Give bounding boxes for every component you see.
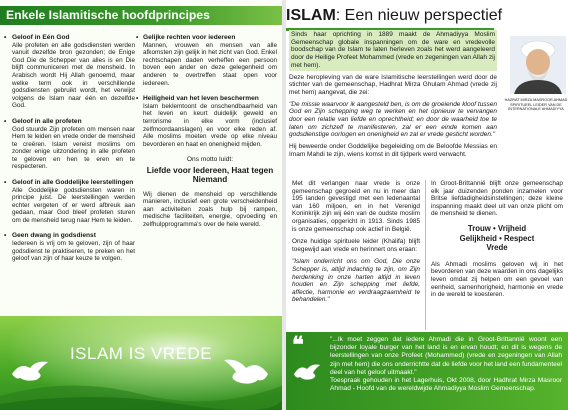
principle-title: Geen dwang in godsdienst <box>12 232 96 240</box>
motto-text: Liefde voor Iedereen, Haat tegen Niemand <box>146 165 274 185</box>
dove-icon <box>292 362 322 382</box>
paragraph: Met dit verlangen naar vrede is onze gemeenschap gegroeid en nu in meer dan 195 landen gevestigd met een ledenaantal van 160 miljoen, en in het Verenigd Koninkrijk zijn wij één van de oudste moslim organisaties, opgericht in 1913. Sinds 1985 is onze gemeenschap ook actief in België. <box>292 180 420 233</box>
right-title-rest: : Een nieuw perspectief <box>335 7 503 24</box>
values-block <box>431 224 563 253</box>
principle-body: Iedereen is vrij om te geloven, zijn of haar godsdienst te praktiseren, te preken en het geloof van zijn of haar keuze te volgen. <box>12 240 135 263</box>
paragraph: Als Ahmadi moslims geloven wij in het bevorderen van deze waarden in ons dagelijks leven omdat zij helpen om een gevoel van eenheid, samenhorigheid, harmonie en vrede in de wereld te koesteren. <box>431 260 563 299</box>
founder-quote: "De missie waarvoor ik aangesteld ben, is om de groeiende kloof tussen God en Zijn schepping weg te werken en het opnieuw te vervangen door een relatie van liefde en oprechtheid; en door de waarheid toe te laten om zichzelf te manifesteren, zal er een einde komen aan godsdienstige oorlogen en onenigheid en zal er vrede gesticht worden." <box>289 100 497 139</box>
values-line: Gelijkheid • Respect <box>459 233 535 243</box>
quote-mark-icon: ❝ <box>292 332 304 357</box>
motto-note: Wij dienen de mensheid op verschillende manieren, inclusief een grote verscheidenheid aan activiteiten zoals hulp bij rampen, medische faciliteiten, energie, opvoeding en zelfhulpprogramma's over de hele wereld. <box>143 190 277 228</box>
intro-highlight: Sinds haar oprichting in 1889 maakt de Ahmadiyya Moslim Gemeenschap globale inspanningen om de ware en vredevolle boodschap van de Islam te laten herleven zoals het werd aangeleerd door de Heilige Profeet Mohammed (vrede en zegeningen van Allah zij met hem). <box>291 31 495 69</box>
principle-title: Heiligheid van het leven beschermen <box>143 95 259 103</box>
paragraph: In Groot-Brittannië blijft onze gemeenschap elk jaar duizenden ponden inzamelen voor Britse liefdadigheidsinstellingen; deze kleine inspanning maakt deel uit van onze plicht om de mensheid te dienen. <box>431 180 563 218</box>
bullet-icon: • <box>136 95 139 103</box>
principle-body: God stuurde Zijn profeten om mensen naar Hem te leiden en vrede onder de mensheid te creëren. Islam vereist moslims om zonder enige uitzondering in alle profeten te geloven en hen te eren en te respecteren. <box>12 125 135 171</box>
right-title <box>286 4 568 28</box>
portrait-photo <box>510 36 566 94</box>
principle-item <box>4 118 135 171</box>
bullet-icon: • <box>4 117 7 125</box>
closing-quote: "...Ik moet zeggen dat iedere Ahmadi die in Groot-Brittannië woont een bijzonder loyale burger van het land is en ervan houdt; en dit is wegens de leerstellingen van onze Profeet (Mohammed) (vrede en zegeningen van Allah zijn met hem) die ons onderrichtte dat de liefde voor het land een fundamenteel deel van het geloof uitmaakt." <box>330 336 562 376</box>
closing-quote-box <box>286 332 568 410</box>
closing-source: Toespraak gehouden in het Lagerhuis, Okt 2008, door Hadhrat Mirza Masroor Ahmad - Hoofd van de wereldwijde Ahmadiyya Moslim Gemeenschap. <box>330 377 562 393</box>
principle-body: Mannen, vrouwen en mensen van alle afkomsten zijn gelijk in het zicht van God. Enkel rechtschapen daden verheffen een persoon boven een ander en deze gelegenheid om anderen te overtreffen staat open voor iedereen. <box>143 41 277 87</box>
bullet-icon: • <box>4 178 7 186</box>
principle-item <box>4 179 135 225</box>
islam-is-vrede-banner <box>0 316 282 410</box>
right-panel <box>286 0 568 410</box>
intro-paragraph: Hij beweerde onder Goddelijke begeleiding om de Beloofde Messias en Imam Mahdi te zijn, wiens komst in dit tijdperk werd verwacht. <box>289 143 497 158</box>
principle-body: Alle profeten en alle godsdiensten werden vanuit dezelfde bron gezonden; de Enige God Die de Schepper van alles is en Die blijft communiceren met de mensheid. In Arabisch wordt Hij Allah genoemd, maar welke term ook in verschillende godsdiensten gebruikt wordt, het verwijst volgens de Islam naar één en dezelfde God. <box>12 41 135 110</box>
principle-item <box>136 34 277 87</box>
left-column-1 <box>4 34 135 271</box>
left-column-2 <box>136 34 277 228</box>
principle-item <box>4 34 135 110</box>
principle-title: Gelijke rechten voor iedereen <box>143 34 236 41</box>
right-column-1 <box>292 180 420 309</box>
principle-body: Alle Goddelijke godsdiensten waren in principe juist. De leerstellingen werden echter vergeten of er werd afbreuk aan gedaan, maar God bleef profeten sturen om de mensheid terug naar Hem te leiden. <box>12 186 135 224</box>
paragraph: Onze huidige spirituele leider (Khalifa) blijft toegewijd aan vrede en herinnert ons eraan: <box>292 238 420 253</box>
principle-title: Geloof in alle profeten <box>12 117 82 125</box>
bullet-icon: • <box>4 34 7 41</box>
banner-title: ISLAM IS VREDE <box>69 344 213 363</box>
khalifa-quote: "Islam onderricht ons om God, Die onze Schepper is, altijd indachtig te zijn, om Zijn herdenking in onze harten altijd in leven houden en Zijn schepping met liefde, affectie, harmonie en verdraagzaamheid te behandelen." <box>292 258 420 304</box>
principle-title: Geloof in alle Goddelijke leerstellingen <box>12 178 134 186</box>
right-column-2 <box>431 180 563 304</box>
values-line: Vrede <box>486 243 508 253</box>
principle-item <box>136 95 277 148</box>
intro-section <box>289 30 497 163</box>
motto-label: Ons motto luidt: <box>186 156 234 164</box>
left-title: Enkele Islamitische hoofdprincipes <box>0 6 282 25</box>
portrait-caption: HAZRAT MIRZA MASROOR AHMAD SPIRITUEEL LEIDER VAN DE INTERNATIONALE AHMADIYYA <box>504 98 568 112</box>
motto-block <box>143 156 277 184</box>
principle-body: Islam beklemtoont de onschendbaarheid van het leven en keurt duidelijk geweld en terrorisme in elke vorm (inclusief zelfmoordaanslagen) en voor elke reden af. Alle moslims moeten vrede op elke niveau bevorderen en haat en onenigheid mijden. <box>143 102 277 148</box>
principle-title: Geloof in Eén God <box>12 34 70 41</box>
bullet-icon: • <box>4 232 7 240</box>
principle-item <box>4 232 135 262</box>
bullet-icon: • <box>136 34 139 41</box>
left-panel <box>0 0 282 410</box>
intro-paragraph: Deze heropleving van de ware Islamitische leerstellingen werd door de stichter van de gemeenschap, Hadhrat Mirza Ghulam Ahmad (vrede zij met hem) aangevat, die zei: <box>289 73 497 96</box>
values-line: Trouw • Vrijheid <box>467 223 527 233</box>
right-title-bold: ISLAM <box>286 7 336 24</box>
column-divider <box>425 180 426 330</box>
